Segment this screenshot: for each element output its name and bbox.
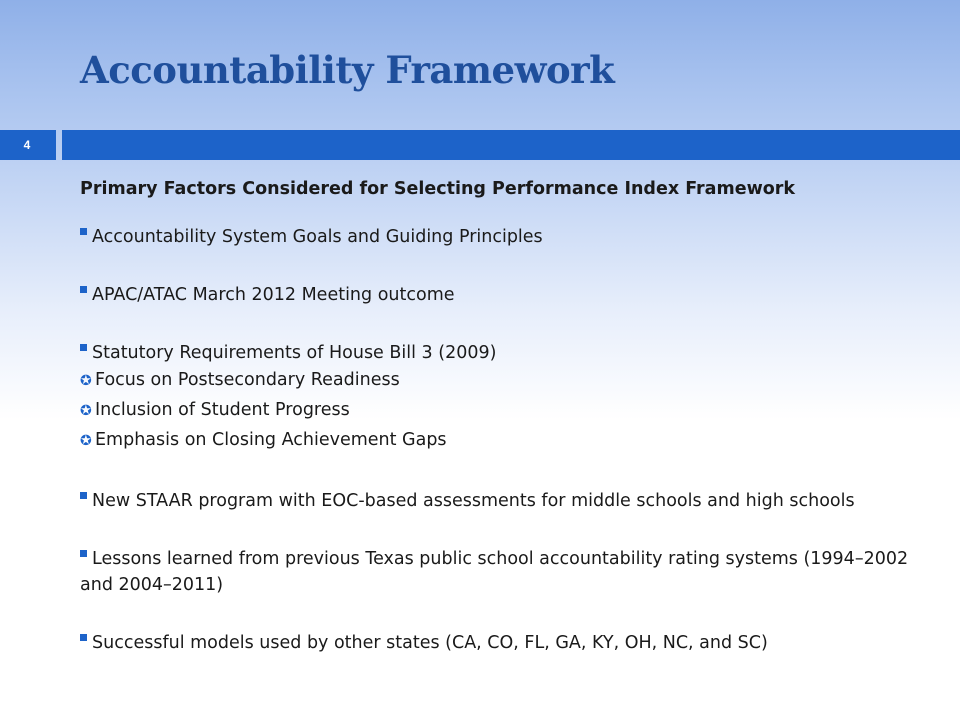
- slide-content: [80, 176, 940, 656]
- page-number: 4: [23, 138, 31, 152]
- list-item: [80, 282, 940, 308]
- list-item: [80, 224, 940, 250]
- slide-title: Accountability Framework: [80, 48, 615, 92]
- sub-list-item-text: Inclusion of Student Progress: [95, 400, 350, 420]
- list-item-text: Statutory Requirements of House Bill 3 (2009): [92, 343, 497, 363]
- list-item-text: Lessons learned from previous Texas public school accountability rating systems (1994–2002 and 2004–2011): [80, 549, 909, 595]
- gear-bullet-icon: ✪: [80, 433, 92, 449]
- sub-list-item: [80, 366, 940, 396]
- sub-list-item: [80, 426, 940, 456]
- content-heading: Primary Factors Considered for Selecting Performance Index Framework: [80, 179, 796, 199]
- sub-list-item: [80, 396, 940, 426]
- square-bullet-icon: [80, 228, 87, 235]
- square-bullet-icon: [80, 286, 87, 293]
- list-item: [80, 488, 940, 514]
- square-bullet-icon: [80, 344, 87, 351]
- list-item-text: Successful models used by other states (CA, CO, FL, GA, KY, OH, NC, and SC): [92, 633, 768, 653]
- list-item-text: APAC/ATAC March 2012 Meeting outcome: [92, 285, 455, 305]
- square-bullet-icon: [80, 550, 87, 557]
- square-bullet-icon: [80, 634, 87, 641]
- sub-list-item-text: Emphasis on Closing Achievement Gaps: [95, 430, 447, 450]
- list-item: [80, 340, 940, 366]
- list-item: [80, 630, 940, 656]
- gear-bullet-icon: ✪: [80, 373, 92, 389]
- list-item-text: New STAAR program with EOC-based assessments for middle schools and high schools: [92, 491, 855, 511]
- square-bullet-icon: [80, 492, 87, 499]
- title-divider-bar: [62, 130, 960, 160]
- gear-bullet-icon: ✪: [80, 403, 92, 419]
- list-item: [80, 546, 940, 598]
- list-item-text: Accountability System Goals and Guiding Principles: [92, 227, 543, 247]
- sub-list-item-text: Focus on Postsecondary Readiness: [95, 370, 400, 390]
